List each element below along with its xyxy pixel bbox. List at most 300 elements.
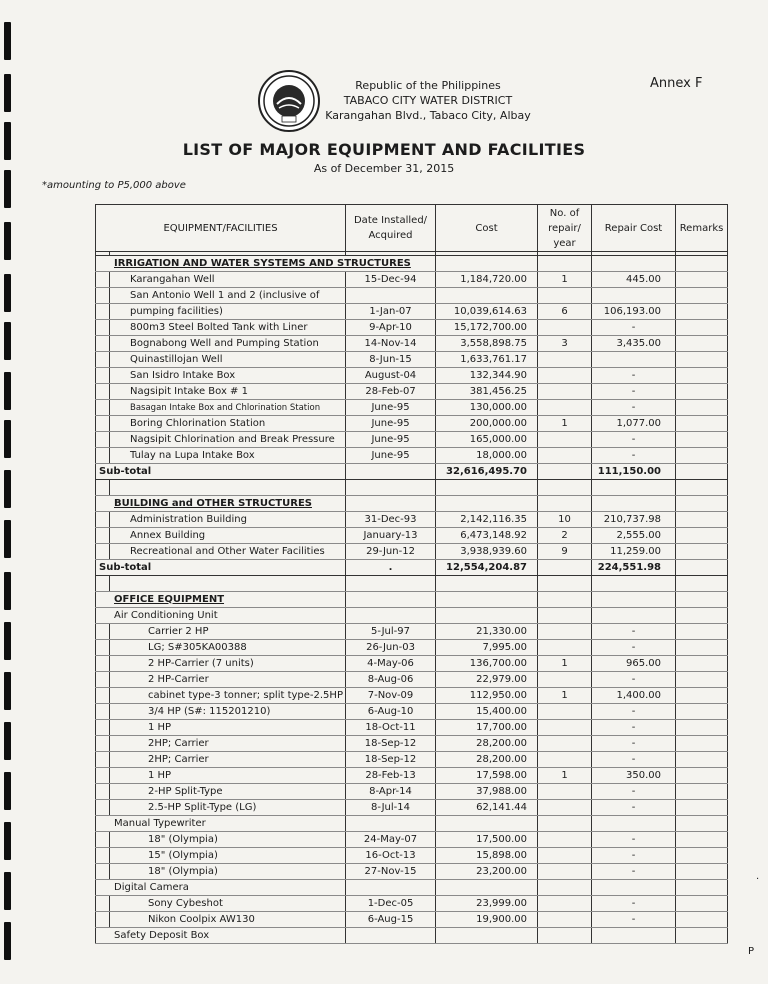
col-header-equipment: EQUIPMENT/FACILITIES bbox=[96, 205, 346, 252]
cost-value: 23,200.00 bbox=[436, 864, 538, 880]
row-gutter bbox=[96, 896, 110, 912]
row-gutter bbox=[96, 784, 110, 800]
date-installed: 8-Jul-14 bbox=[346, 800, 436, 816]
date-installed: August-04 bbox=[346, 368, 436, 384]
table-row bbox=[96, 672, 728, 688]
date-installed: 4-May-06 bbox=[346, 656, 436, 672]
repair-count: 3 bbox=[538, 336, 592, 352]
annex-label: Annex F bbox=[650, 76, 703, 91]
date-installed: 14-Nov-14 bbox=[346, 336, 436, 352]
equipment-name: pumping facilities) bbox=[110, 304, 346, 320]
table-row bbox=[96, 352, 728, 368]
date-installed: 16-Oct-13 bbox=[346, 848, 436, 864]
remarks bbox=[676, 832, 728, 848]
date-installed: 15-Dec-94 bbox=[346, 272, 436, 288]
table-row bbox=[96, 800, 728, 816]
table-row bbox=[96, 896, 728, 912]
repair-count: 1 bbox=[538, 688, 592, 704]
repair-cost bbox=[592, 288, 676, 304]
row-gutter bbox=[96, 832, 110, 848]
cost-value: 15,172,700.00 bbox=[436, 320, 538, 336]
date-installed: 1-Dec-05 bbox=[346, 896, 436, 912]
repair-cost: 2,555.00 bbox=[592, 528, 676, 544]
repair-count bbox=[538, 400, 592, 416]
repair-cost: - bbox=[592, 912, 676, 928]
repair-count bbox=[538, 288, 592, 304]
subtotal-row bbox=[96, 464, 728, 480]
repair-count: 9 bbox=[538, 544, 592, 560]
date-installed: 7-Nov-09 bbox=[346, 688, 436, 704]
equipment-name: 800m3 Steel Bolted Tank with Liner bbox=[110, 320, 346, 336]
remarks bbox=[676, 416, 728, 432]
repair-count bbox=[538, 832, 592, 848]
row-gutter bbox=[96, 304, 110, 320]
repair-cost: 11,259.00 bbox=[592, 544, 676, 560]
repair-count: 1 bbox=[538, 768, 592, 784]
remarks bbox=[676, 368, 728, 384]
equipment-name: 2.5-HP Split-Type (LG) bbox=[110, 800, 346, 816]
date-installed: January-13 bbox=[346, 528, 436, 544]
repair-cost: - bbox=[592, 832, 676, 848]
repair-count: 2 bbox=[538, 528, 592, 544]
row-gutter bbox=[96, 416, 110, 432]
cost-value: 15,400.00 bbox=[436, 704, 538, 720]
equipment-name: 2 HP-Carrier bbox=[110, 672, 346, 688]
remarks bbox=[676, 512, 728, 528]
repair-cost: 3,435.00 bbox=[592, 336, 676, 352]
repair-count: 6 bbox=[538, 304, 592, 320]
equipment-name: Nikon Coolpix AW130 bbox=[110, 912, 346, 928]
section-title-row bbox=[96, 592, 728, 608]
date-installed: 29-Jun-12 bbox=[346, 544, 436, 560]
equipment-name: Nagsipit Chlorination and Break Pressure bbox=[110, 432, 346, 448]
date-installed: 6-Aug-15 bbox=[346, 912, 436, 928]
table-row bbox=[96, 720, 728, 736]
remarks bbox=[676, 640, 728, 656]
table-row bbox=[96, 864, 728, 880]
category-row bbox=[96, 880, 728, 896]
cost-value: 381,456.25 bbox=[436, 384, 538, 400]
row-gutter bbox=[96, 656, 110, 672]
date-installed: 6-Aug-10 bbox=[346, 704, 436, 720]
amount-footnote: *amounting to P5,000 above bbox=[42, 180, 186, 191]
repair-cost: - bbox=[592, 896, 676, 912]
section-title-row bbox=[96, 496, 728, 512]
cost-value: 17,500.00 bbox=[436, 832, 538, 848]
table-row bbox=[96, 704, 728, 720]
date-installed: June-95 bbox=[346, 448, 436, 464]
equipment-name: 2HP; Carrier bbox=[110, 752, 346, 768]
subtotal-date-mark: . bbox=[346, 560, 436, 576]
table-row bbox=[96, 512, 728, 528]
equipment-name: 15" (Olympia) bbox=[110, 848, 346, 864]
row-gutter bbox=[96, 688, 110, 704]
remarks bbox=[676, 736, 728, 752]
subtotal-label: Sub-total bbox=[96, 560, 346, 576]
equipment-name: Bognabong Well and Pumping Station bbox=[110, 336, 346, 352]
remarks bbox=[676, 288, 728, 304]
repair-cost: - bbox=[592, 720, 676, 736]
row-gutter bbox=[96, 528, 110, 544]
row-gutter bbox=[96, 720, 110, 736]
repair-count bbox=[538, 368, 592, 384]
row-gutter bbox=[96, 384, 110, 400]
date-installed: 18-Sep-12 bbox=[346, 752, 436, 768]
date-installed: 8-Aug-06 bbox=[346, 672, 436, 688]
col-header-date: Date Installed/ Acquired bbox=[346, 205, 436, 252]
equipment-name: 18" (Olympia) bbox=[110, 832, 346, 848]
repair-count bbox=[538, 320, 592, 336]
subtotal-label: Sub-total bbox=[96, 464, 346, 480]
repair-cost: 210,737.98 bbox=[592, 512, 676, 528]
remarks bbox=[676, 432, 728, 448]
remarks bbox=[676, 800, 728, 816]
row-gutter bbox=[96, 448, 110, 464]
repair-count bbox=[538, 896, 592, 912]
repair-count: 1 bbox=[538, 416, 592, 432]
repair-count bbox=[538, 352, 592, 368]
remarks bbox=[676, 720, 728, 736]
equipment-name: 18" (Olympia) bbox=[110, 864, 346, 880]
date-installed: 26-Jun-03 bbox=[346, 640, 436, 656]
table-row bbox=[96, 912, 728, 928]
equipment-table bbox=[95, 204, 728, 944]
section-title: OFFICE EQUIPMENT bbox=[96, 592, 346, 608]
cost-value: 1,184,720.00 bbox=[436, 272, 538, 288]
repair-count bbox=[538, 432, 592, 448]
equipment-name: Annex Building bbox=[110, 528, 346, 544]
repair-count: 1 bbox=[538, 656, 592, 672]
row-gutter bbox=[96, 704, 110, 720]
cost-value: 2,142,116.35 bbox=[436, 512, 538, 528]
cost-value: 21,330.00 bbox=[436, 624, 538, 640]
col-header-cost: Cost bbox=[436, 205, 538, 252]
section-title: IRRIGATION AND WATER SYSTEMS AND STRUCTURES bbox=[96, 256, 436, 272]
cost-value: 19,900.00 bbox=[436, 912, 538, 928]
equipment-name: Tulay na Lupa Intake Box bbox=[110, 448, 346, 464]
repair-cost: - bbox=[592, 384, 676, 400]
repair-cost: 350.00 bbox=[592, 768, 676, 784]
date-installed: 8-Apr-14 bbox=[346, 784, 436, 800]
letterhead-line-2: TABACO CITY WATER DISTRICT bbox=[343, 94, 513, 107]
table-row bbox=[96, 848, 728, 864]
date-installed: 28-Feb-07 bbox=[346, 384, 436, 400]
repair-cost: 106,193.00 bbox=[592, 304, 676, 320]
repair-count: 1 bbox=[538, 272, 592, 288]
table-row bbox=[96, 304, 728, 320]
remarks bbox=[676, 656, 728, 672]
repair-cost: - bbox=[592, 704, 676, 720]
cost-value: 28,200.00 bbox=[436, 752, 538, 768]
col-header-remarks: Remarks bbox=[676, 205, 728, 252]
row-gutter bbox=[96, 800, 110, 816]
remarks bbox=[676, 400, 728, 416]
repair-count bbox=[538, 384, 592, 400]
date-installed: 31-Dec-93 bbox=[346, 512, 436, 528]
remarks bbox=[676, 336, 728, 352]
section-title: BUILDING and OTHER STRUCTURES bbox=[96, 496, 346, 512]
subtotal-cost: 32,616,495.70 bbox=[436, 464, 538, 480]
remarks bbox=[676, 304, 728, 320]
repair-cost bbox=[592, 352, 676, 368]
repair-cost: - bbox=[592, 432, 676, 448]
table-row bbox=[96, 752, 728, 768]
table-row bbox=[96, 368, 728, 384]
equipment-name: Quinastillojan Well bbox=[110, 352, 346, 368]
row-gutter bbox=[96, 864, 110, 880]
remarks bbox=[676, 784, 728, 800]
stray-mark: · bbox=[756, 874, 760, 885]
subtotal-repair-cost: 224,551.98 bbox=[592, 560, 676, 576]
row-gutter bbox=[96, 512, 110, 528]
remarks bbox=[676, 688, 728, 704]
remarks bbox=[676, 352, 728, 368]
repair-cost: - bbox=[592, 752, 676, 768]
repair-cost: - bbox=[592, 736, 676, 752]
table-row bbox=[96, 784, 728, 800]
remarks bbox=[676, 272, 728, 288]
row-gutter bbox=[96, 752, 110, 768]
repair-cost: - bbox=[592, 848, 676, 864]
table-row bbox=[96, 320, 728, 336]
row-gutter bbox=[96, 640, 110, 656]
equipment-name: Karangahan Well bbox=[110, 272, 346, 288]
category-label: Air Conditioning Unit bbox=[96, 608, 346, 624]
equipment-name: Basagan Intake Box and Chlorination Station bbox=[110, 400, 346, 416]
repair-cost: - bbox=[592, 640, 676, 656]
repair-count bbox=[538, 672, 592, 688]
row-gutter bbox=[96, 912, 110, 928]
repair-count bbox=[538, 800, 592, 816]
table-row bbox=[96, 384, 728, 400]
equipment-name: cabinet type-3 tonner; split type-2.5HP bbox=[110, 688, 346, 704]
equipment-name: 1 HP bbox=[110, 768, 346, 784]
equipment-name: Administration Building bbox=[110, 512, 346, 528]
repair-count bbox=[538, 912, 592, 928]
row-gutter bbox=[96, 336, 110, 352]
letterhead-line-1: Republic of the Philippines bbox=[355, 79, 501, 92]
date-installed: June-95 bbox=[346, 400, 436, 416]
cost-value: 200,000.00 bbox=[436, 416, 538, 432]
table-row bbox=[96, 624, 728, 640]
cost-value: 1,633,761.17 bbox=[436, 352, 538, 368]
cost-value: 15,898.00 bbox=[436, 848, 538, 864]
repair-cost: 965.00 bbox=[592, 656, 676, 672]
repair-cost: - bbox=[592, 672, 676, 688]
category-row bbox=[96, 928, 728, 944]
repair-cost: - bbox=[592, 368, 676, 384]
water-district-seal-logo bbox=[258, 70, 320, 132]
equipment-name: Carrier 2 HP bbox=[110, 624, 346, 640]
cost-value bbox=[436, 288, 538, 304]
repair-cost: - bbox=[592, 320, 676, 336]
cost-value: 28,200.00 bbox=[436, 736, 538, 752]
repair-count bbox=[538, 448, 592, 464]
date-installed: 8-Jun-15 bbox=[346, 352, 436, 368]
cost-value: 3,938,939.60 bbox=[436, 544, 538, 560]
date-installed bbox=[346, 288, 436, 304]
table-row bbox=[96, 832, 728, 848]
cost-value: 6,473,148.92 bbox=[436, 528, 538, 544]
row-gutter bbox=[96, 768, 110, 784]
table-row bbox=[96, 432, 728, 448]
subtotal-cost: 12,554,204.87 bbox=[436, 560, 538, 576]
repair-count bbox=[538, 704, 592, 720]
repair-cost: - bbox=[592, 800, 676, 816]
row-gutter bbox=[96, 320, 110, 336]
equipment-name: 2 HP-Carrier (7 units) bbox=[110, 656, 346, 672]
repair-cost: - bbox=[592, 400, 676, 416]
row-gutter bbox=[96, 432, 110, 448]
document-title: LIST OF MAJOR EQUIPMENT AND FACILITIES bbox=[182, 140, 586, 159]
remarks bbox=[676, 704, 728, 720]
equipment-name: Sony Cybeshot bbox=[110, 896, 346, 912]
cost-value: 3,558,898.75 bbox=[436, 336, 538, 352]
office-equipment-section bbox=[96, 592, 728, 944]
row-gutter bbox=[96, 736, 110, 752]
cost-value: 10,039,614.63 bbox=[436, 304, 538, 320]
equipment-name: 2-HP Split-Type bbox=[110, 784, 346, 800]
table-header-row bbox=[96, 205, 728, 252]
cost-value: 37,988.00 bbox=[436, 784, 538, 800]
category-label: Safety Deposit Box bbox=[96, 928, 346, 944]
date-installed: 24-May-07 bbox=[346, 832, 436, 848]
remarks bbox=[676, 912, 728, 928]
cost-value: 7,995.00 bbox=[436, 640, 538, 656]
repair-count: 10 bbox=[538, 512, 592, 528]
remarks bbox=[676, 752, 728, 768]
subtotal-row bbox=[96, 560, 728, 576]
remarks bbox=[676, 448, 728, 464]
remarks bbox=[676, 384, 728, 400]
remarks bbox=[676, 672, 728, 688]
cost-value: 17,700.00 bbox=[436, 720, 538, 736]
row-gutter bbox=[96, 672, 110, 688]
date-installed: 5-Jul-97 bbox=[346, 624, 436, 640]
cost-value: 18,000.00 bbox=[436, 448, 538, 464]
repair-cost: - bbox=[592, 864, 676, 880]
equipment-name: 3/4 HP (S#: 115201210) bbox=[110, 704, 346, 720]
cost-value: 165,000.00 bbox=[436, 432, 538, 448]
repair-count bbox=[538, 640, 592, 656]
letterhead bbox=[318, 78, 538, 123]
remarks bbox=[676, 768, 728, 784]
subtotal-repair-cost: 111,150.00 bbox=[592, 464, 676, 480]
remarks bbox=[676, 624, 728, 640]
category-label: Digital Camera bbox=[96, 880, 346, 896]
remarks bbox=[676, 848, 728, 864]
row-gutter bbox=[96, 352, 110, 368]
building-section bbox=[96, 496, 728, 592]
table-row bbox=[96, 448, 728, 464]
repair-cost: 445.00 bbox=[592, 272, 676, 288]
table-row bbox=[96, 288, 728, 304]
repair-cost: - bbox=[592, 784, 676, 800]
equipment-name: LG; S#305KA00388 bbox=[110, 640, 346, 656]
cost-value: 132,344.90 bbox=[436, 368, 538, 384]
table-row bbox=[96, 736, 728, 752]
table-row bbox=[96, 272, 728, 288]
remarks bbox=[676, 320, 728, 336]
repair-cost: - bbox=[592, 624, 676, 640]
table-row bbox=[96, 544, 728, 560]
repair-cost: 1,077.00 bbox=[592, 416, 676, 432]
date-installed: June-95 bbox=[346, 432, 436, 448]
category-row bbox=[96, 608, 728, 624]
row-gutter bbox=[96, 624, 110, 640]
equipment-name: Boring Chlorination Station bbox=[110, 416, 346, 432]
date-installed: 27-Nov-15 bbox=[346, 864, 436, 880]
date-installed: 28-Feb-13 bbox=[346, 768, 436, 784]
repair-count bbox=[538, 864, 592, 880]
repair-cost: - bbox=[592, 448, 676, 464]
remarks bbox=[676, 896, 728, 912]
cost-value: 130,000.00 bbox=[436, 400, 538, 416]
row-gutter bbox=[96, 400, 110, 416]
repair-count bbox=[538, 624, 592, 640]
date-installed: 1-Jan-07 bbox=[346, 304, 436, 320]
cost-value: 23,999.00 bbox=[436, 896, 538, 912]
table-row bbox=[96, 336, 728, 352]
row-gutter bbox=[96, 544, 110, 560]
section-title-row bbox=[96, 256, 728, 272]
col-header-repair-cost: Repair Cost bbox=[592, 205, 676, 252]
row-gutter bbox=[96, 272, 110, 288]
cost-value: 62,141.44 bbox=[436, 800, 538, 816]
cost-value: 136,700.00 bbox=[436, 656, 538, 672]
category-label: Manual Typewriter bbox=[96, 816, 346, 832]
table-row bbox=[96, 400, 728, 416]
cost-value: 22,979.00 bbox=[436, 672, 538, 688]
repair-count bbox=[538, 736, 592, 752]
table-row bbox=[96, 528, 728, 544]
row-gutter bbox=[96, 368, 110, 384]
document-date: As of December 31, 2015 bbox=[313, 162, 455, 175]
equipment-name: San Isidro Intake Box bbox=[110, 368, 346, 384]
remarks bbox=[676, 544, 728, 560]
equipment-name: 2HP; Carrier bbox=[110, 736, 346, 752]
date-installed: June-95 bbox=[346, 416, 436, 432]
equipment-name: Nagsipit Intake Box # 1 bbox=[110, 384, 346, 400]
repair-count bbox=[538, 752, 592, 768]
equipment-name: San Antonio Well 1 and 2 (inclusive of bbox=[110, 288, 346, 304]
equipment-name: Recreational and Other Water Facilities bbox=[110, 544, 346, 560]
cost-value: 112,950.00 bbox=[436, 688, 538, 704]
page-mark: P bbox=[748, 946, 755, 957]
table-row bbox=[96, 656, 728, 672]
repair-count bbox=[538, 784, 592, 800]
irrigation-section bbox=[96, 256, 728, 496]
repair-count bbox=[538, 720, 592, 736]
table-row bbox=[96, 416, 728, 432]
equipment-name: 1 HP bbox=[110, 720, 346, 736]
table-row bbox=[96, 640, 728, 656]
repair-cost: 1,400.00 bbox=[592, 688, 676, 704]
table-row bbox=[96, 688, 728, 704]
letterhead-line-3: Karangahan Blvd., Tabaco City, Albay bbox=[325, 109, 531, 122]
remarks bbox=[676, 528, 728, 544]
remarks bbox=[676, 864, 728, 880]
table-row bbox=[96, 768, 728, 784]
row-gutter bbox=[96, 288, 110, 304]
col-header-repairs: No. of repair/ year bbox=[538, 205, 592, 252]
date-installed: 18-Oct-11 bbox=[346, 720, 436, 736]
category-row bbox=[96, 816, 728, 832]
row-gutter bbox=[96, 848, 110, 864]
date-installed: 18-Sep-12 bbox=[346, 736, 436, 752]
date-installed: 9-Apr-10 bbox=[346, 320, 436, 336]
repair-count bbox=[538, 848, 592, 864]
